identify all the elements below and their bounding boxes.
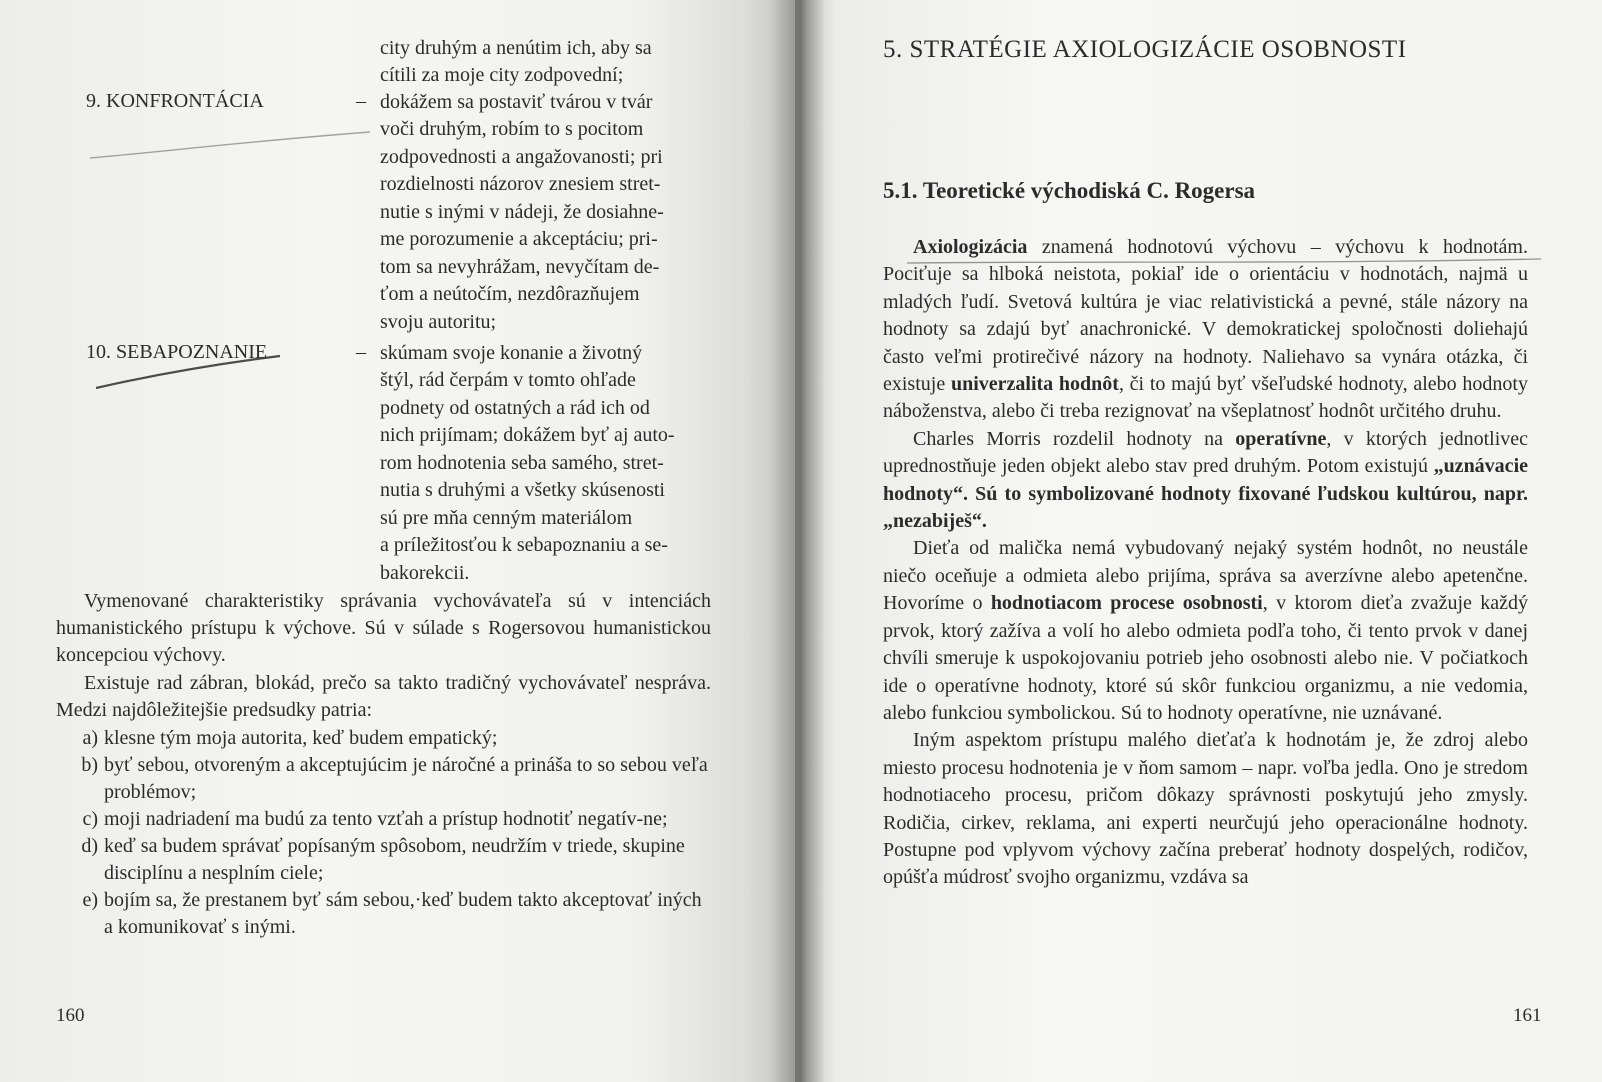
paragraph [883, 727, 1528, 891]
item9-line: dokážem sa postaviť tvárou v tvár [380, 91, 653, 113]
item9-line: svoju autoritu; [380, 311, 497, 333]
paragraph-text: znamená hodnotovú výchovu – výchovu k hodnotám. Pociťuje sa hlboká neistota, pokiaľ ide o orientáciu v hodnotách, najmä u mladých ľudí. Svetová kultúra je viac relativistická a pevné, stále názory na hodnoty sa zdajú byť anachronické. V demokratickej spoločnosti doliehajú často veľmi protirečivé názory na hodnoty. Naliehavo sa vynára otázka, či existuje [883, 236, 1528, 396]
paragraph [56, 670, 711, 724]
list-item [56, 806, 711, 833]
list-text: moji nadriadení ma budú za tento vzťah a prístup hodnotiť negatív-ne; [104, 808, 668, 830]
paragraph-text: Iným aspektom prístupu malého dieťaťa k hodnotám je, že zdroj alebo miesto procesu hodnotenia je v ňom samom – napr. voľba jedla. Ono je stredom hodnotiaceho procesu, pričom dôkazy správnosti poskytujú jeho zmysly. Rodičia, cirkev, reklama, ani experti neurčujú jeho operacionálne hodnoty. Postupne pod vplyvom výchovy začína preberať hodnoty dospelých, rodičov, opúšťa múdrosť svojho organizmu, vzdáva sa [883, 729, 1528, 889]
paragraph-text: , v ktorom dieťa zvažuje každý prvok, ktorý zažíva a volí ho alebo odmieta podľa toho, či tento prvok v danej chvíli smeruje k uspokojovaniu potrieb jeho osobnosti alebo nie. V počiatkoch ide o operatívne hodnoty, ktoré sú skôr funkciou organizmu, a nie vedomia, alebo funkciou symbolickou. Sú to hodnoty operatívne, nie uznávané. [883, 592, 1528, 724]
paragraph [883, 234, 1528, 426]
paragraph-text: Dieťa od malička nemá vybudovaný nejaký systém hodnôt, no neustále niečo oceňuje a odmieta alebo prijíma, správa sa averzívne alebo apetenčne. Hovoríme o [883, 537, 1528, 615]
item10-label: 10. SEBAPOZNANIE [86, 341, 268, 363]
paragraph [56, 588, 711, 669]
item9-line: nutie s inými v nádeji, že dosiahne- [380, 201, 664, 223]
page-number: 160 [56, 1005, 85, 1026]
item9-label: 9. KONFRONTÁCIA [86, 90, 264, 112]
paragraph-text: Vymenované charakteristiky správania vychovávateľa sú v intenciách humanistického prístupu k výchove. Sú v súlade s Rogersovou humanistickou koncepciou výchovy. [56, 590, 711, 666]
right-page [795, 0, 1602, 1082]
chapter-title: 5. STRATÉGIE AXIOLOGIZÁCIE OSOBNOSTI [883, 36, 1407, 63]
item8-cont-line: cítili za moje city zodpovední; [380, 64, 624, 86]
item9-line: ťom a neútočím, nezdôrazňujem [380, 283, 640, 305]
bold-term: univerzalita hodnôt [950, 373, 1119, 396]
item9-line: rozdielnosti názorov znesiem stret- [380, 173, 661, 195]
paragraph [883, 535, 1528, 727]
paragraph-text: Charles Morris rozdelil hodnoty na [913, 427, 1236, 450]
section-title: 5.1. Teoretické východiská C. Rogersa [883, 178, 1256, 203]
item9-line: me porozumenie a akceptáciu; pri- [380, 228, 658, 250]
list-text: byť sebou, otvoreným a akceptujúcim je náročné a prináša to so sebou veľa problémov; [104, 754, 708, 803]
bold-term: Axiologizácia [913, 236, 1028, 258]
paragraph-text: , či to majú byť všeľudské hodnoty, alebo hodnoty náboženstva, alebo či treba rezignovať na všeplatnosť hodnôt určitého druhu. [883, 373, 1528, 423]
pen-underline-mark [80, 128, 380, 168]
prejudice-list [56, 725, 711, 941]
item10-line: sú pre mňa cenným materiálom [380, 507, 633, 529]
item9-line: voči druhým, robím to s pocitom [380, 118, 644, 140]
paragraph-text: Existuje rad zábran, blokád, prečo sa takto tradičný vychovávateľ nespráva. Medzi najdôležitejšie predsudky patria: [56, 672, 711, 721]
paragraph [883, 426, 1528, 536]
list-item [56, 887, 711, 941]
list-marker: a) [82, 727, 98, 749]
item10-line: nutia s druhými a všetky skúsenosti [380, 479, 665, 501]
list-item [56, 833, 711, 887]
item10-line: bakorekcii. [380, 562, 470, 584]
list-marker: c) [82, 808, 98, 830]
bold-term: operatívne [1235, 427, 1327, 450]
list-marker: e) [82, 889, 98, 911]
page-number: 161 [1513, 1005, 1542, 1026]
item10-line: a príležitosťou k sebapoznaniu a se- [380, 534, 668, 556]
list-item [56, 752, 711, 806]
item10-line: štýl, rád čerpám v tomto ohľade [380, 369, 636, 391]
list-marker: b) [81, 754, 98, 776]
item10-line: rom hodnotenia seba samého, stret- [380, 452, 664, 474]
item9-line: zodpovednosti a angažovanosti; pri [380, 146, 663, 168]
list-text: klesne tým moja autorita, keď budem empatický; [104, 727, 498, 749]
bold-term: „uznávacie hodnoty“. Sú to symbolizované hodnoty fixované ľudskou kultúrou, napr. „nezabiješ“. [883, 455, 1528, 533]
list-text: bojím sa, že prestanem byť sám sebou,·keď budem takto akceptovať iných a komunikovať s inými. [104, 889, 702, 938]
list-text: keď sa budem správať popísaným spôsobom, neudržím v triede, skupine disciplínu a nesplním ciele; [104, 835, 685, 884]
item9-dash: – [356, 90, 366, 112]
item10-line: podnety od ostatných a rád ich od [380, 397, 650, 419]
list-item [56, 725, 711, 752]
item8-cont-line: city druhým a nenútim ich, aby sa [380, 37, 652, 59]
bold-term: hodnotiacom procese osobnosti [990, 592, 1263, 615]
item10-dash: – [356, 341, 366, 363]
item9-line: tom sa nevyhrážam, nevyčítam de- [380, 256, 660, 278]
item10-line: skúmam svoje konanie a životný [380, 342, 643, 364]
paragraph-text: , v ktorých jednotlivec uprednostňuje jeden objekt alebo stav pred druhým. Potom existujú [883, 427, 1529, 478]
body-text [883, 234, 1528, 892]
item10-line: nich prijímam; dokážem byť aj auto- [380, 424, 675, 446]
left-page [0, 0, 795, 1082]
list-marker: d) [81, 835, 98, 857]
